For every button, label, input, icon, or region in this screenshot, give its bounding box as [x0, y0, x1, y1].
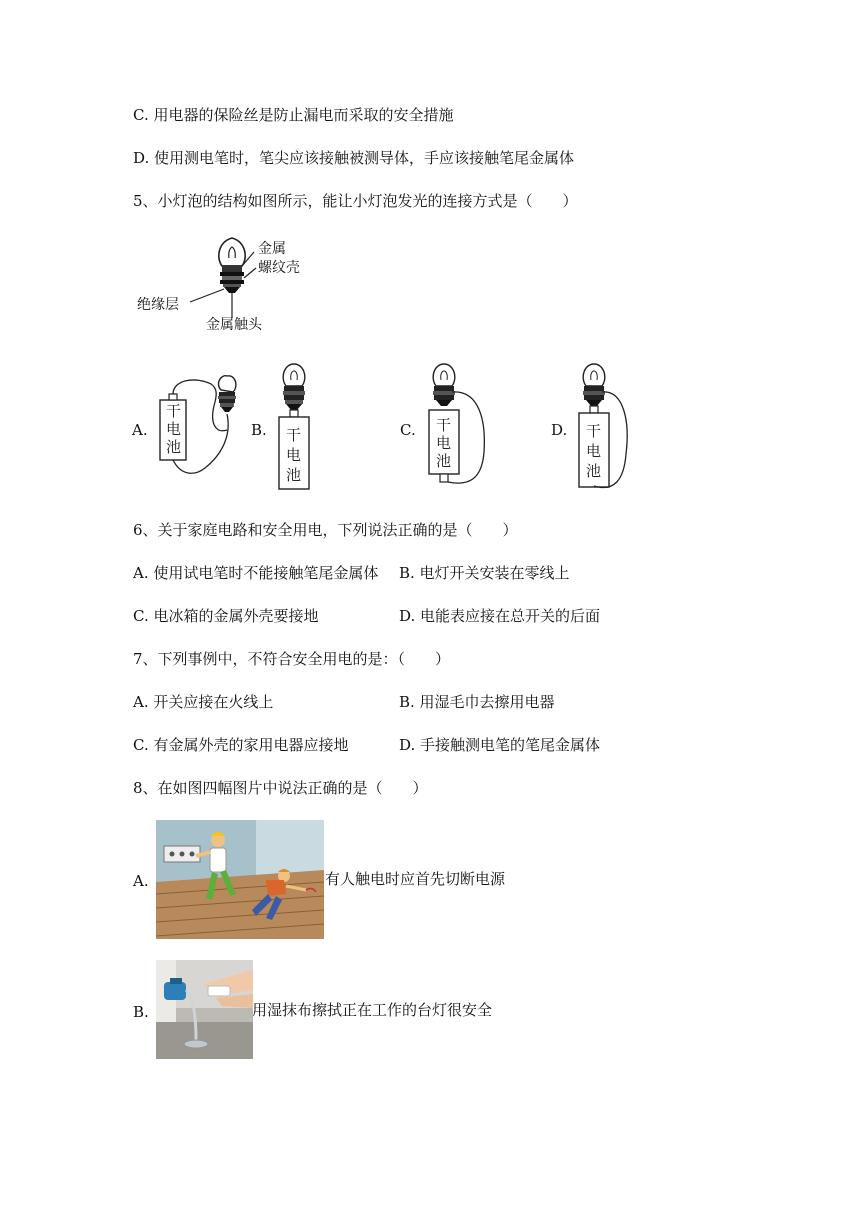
q5-option-c-label: C. [400, 421, 416, 439]
circuit-option-d [568, 362, 638, 494]
battery-d-char-3: 池 [586, 462, 602, 480]
battery-b-char-1: 干 [286, 426, 302, 444]
battery-c-char-2: 电 [436, 434, 452, 452]
q7-option-c: C. 有金属外壳的家用电器应接地 [133, 736, 349, 754]
wiping-desk-lamp-image [156, 960, 253, 1059]
q5-stem: 5、小灯泡的结构如图所示，能让小灯泡发光的连接方式是（ ） [133, 192, 578, 210]
q8-option-a-text: 有人触电时应首先切断电源 [325, 870, 506, 888]
battery-d-char-1: 干 [586, 422, 602, 440]
q6-option-c: C. 电冰箱的金属外壳要接地 [133, 607, 319, 625]
q6-option-a: A. 使用试电笔时不能接触笔尾金属体 [133, 564, 379, 582]
q4-option-c: C. 用电器的保险丝是防止漏电而采取的安全措施 [133, 106, 454, 124]
battery-c-char-1: 干 [436, 416, 452, 434]
battery-b-char-3: 池 [286, 466, 302, 484]
label-insulation: 绝缘层 [137, 297, 179, 313]
battery-c-char-3: 池 [436, 452, 452, 470]
q7-option-b: B. 用湿毛巾去擦用电器 [399, 693, 555, 711]
q5-option-b-label: B. [251, 421, 267, 439]
q5-option-d-label: D. [551, 421, 568, 439]
battery-a-char-3: 池 [166, 438, 182, 456]
battery-a-char-1: 干 [166, 402, 182, 420]
q7-option-a: A. 开关应接在火线上 [133, 693, 274, 711]
battery-a-char-2: 电 [166, 420, 182, 438]
q8-option-b-label: B. [133, 1003, 149, 1021]
q7-stem: 7、下列事例中，不符合安全用电的是：（ ） [133, 650, 451, 668]
q8-stem: 8、在如图四幅图片中说法正确的是（ ） [133, 779, 428, 797]
label-metal: 金属 [258, 241, 286, 257]
q8-option-a-label: A. [133, 872, 149, 890]
q4-option-d: D. 使用测电笔时，笔尖应该接触被测导体，手应该接触笔尾金属体 [133, 149, 575, 167]
label-metal-contact: 金属触头 [206, 317, 262, 333]
battery-d-char-2: 电 [586, 442, 602, 460]
electric-shock-rescue-image [156, 820, 324, 939]
q6-stem: 6、关于家庭电路和安全用电，下列说法正确的是（ ） [133, 521, 518, 539]
battery-b-char-2: 电 [286, 446, 302, 464]
q8-option-b-text: 用湿抹布擦拭正在工作的台灯很安全 [252, 1001, 493, 1019]
label-screw-shell: 螺纹壳 [258, 260, 300, 276]
q5-option-a-label: A. [132, 421, 148, 439]
circuit-option-b [268, 362, 328, 494]
q6-option-b: B. 电灯开关安装在零线上 [399, 564, 570, 582]
circuit-option-c [418, 362, 498, 492]
circuit-option-a [155, 372, 245, 482]
q6-option-d: D. 电能表应接在总开关的后面 [399, 607, 601, 625]
q7-option-d: D. 手接触测电笔的笔尾金属体 [399, 736, 601, 754]
